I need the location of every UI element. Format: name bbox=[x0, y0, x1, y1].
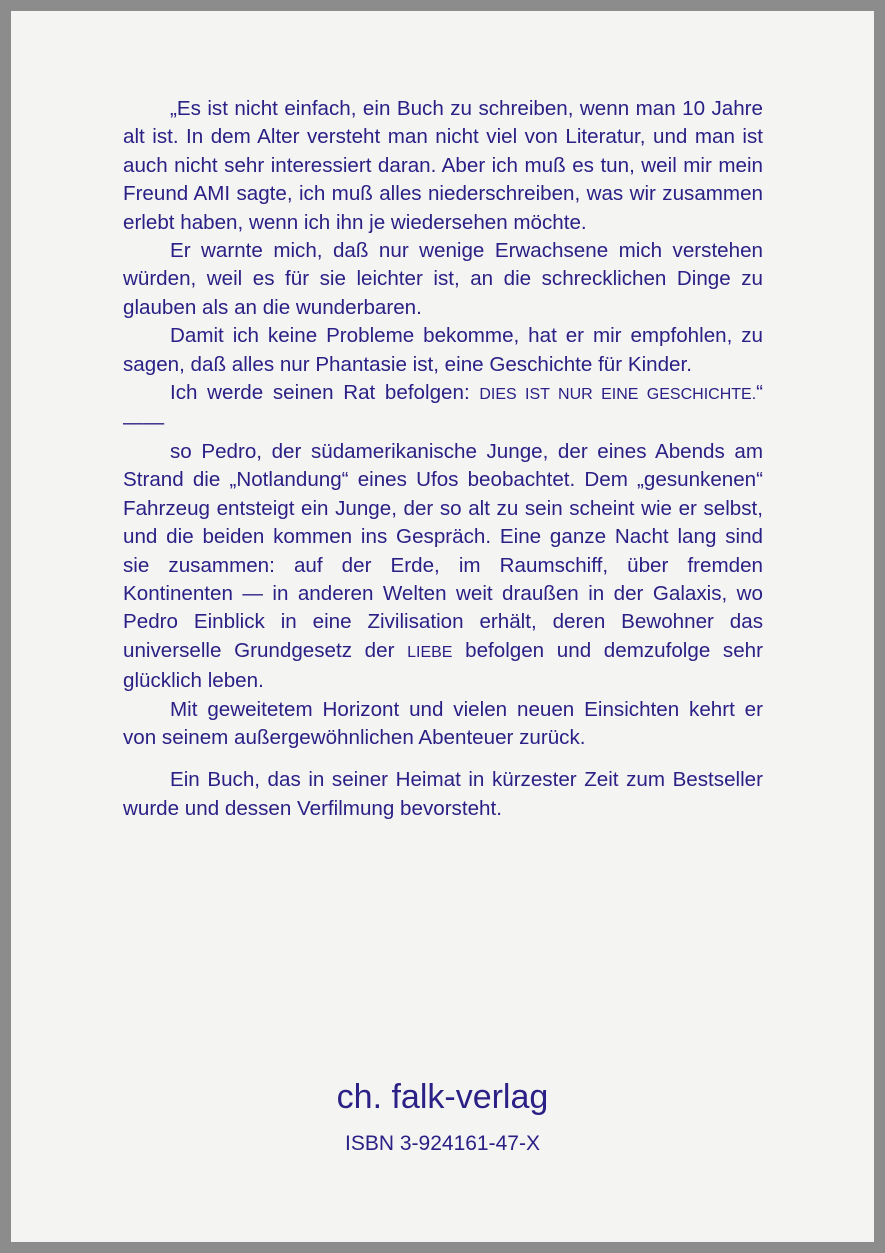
blurb-paragraph-5 bbox=[123, 438, 763, 696]
small-caps-phrase: DIES IST NUR EINE GESCHICHTE. bbox=[479, 386, 757, 404]
blurb-paragraph-2: Er warnte mich, daß nur wenige Erwachsene mich verstehen würden, weil es für sie leichter ist, an die schrecklichen Dinge zu glauben als an die wunderbaren. bbox=[123, 239, 763, 319]
blurb-paragraph-6: Mit geweitetem Horizont und vielen neuen Einsichten kehrt er von seinem außergewöhnlichen Abenteuer zurück. bbox=[123, 697, 763, 749]
blurb-paragraph-3: Damit ich keine Probleme bekomme, hat er mir empfohlen, zu sagen, daß alles nur Phantasie ist, eine Geschichte für Kinder. bbox=[123, 324, 763, 376]
blurb-paragraph-4-text: Ich werde seinen Rat befolgen: bbox=[170, 381, 480, 405]
blurb-paragraph-1-text: „Es ist nicht einfach, ein Buch zu schreiben, wenn man 10 Jahre alt ist. In dem Alter versteht man nicht viel von Literatur, und man ist auch nicht sehr interessiert daran. Aber ich muß es tun, weil mir mein Freund AMI sagte, ich muß alles niederschreiben, was wir zusammen erlebt haben, wenn ich ihn je wiedersehen möchte. bbox=[123, 97, 763, 234]
blurb-paragraph-4 bbox=[123, 379, 763, 438]
closing-quote: “ —— bbox=[123, 381, 764, 435]
blurb-paragraph-1 bbox=[123, 95, 763, 237]
blurb-paragraph-5-end: befolgen und demzufolge sehr glücklich leben. bbox=[123, 638, 763, 693]
small-caps-word: LIEBE bbox=[407, 643, 453, 661]
publisher-name: ch. falk-verlag bbox=[336, 1078, 549, 1116]
blurb-paragraph-5-text: so Pedro, der südamerikanische Junge, der eines Abends am Strand die „Notlandung“ eines Ufos beobachtet. Dem „gesunkenen“ Fahrzeug entsteigt ein Junge, der so alt zu sein scheint wie er selbst, und die beiden kommen ins Gespräch. Eine ganze Nacht lang sind sie zusammen: auf der Erde, im Raumschiff, über fremden Kontinenten — in anderen Welten weit draußen in der Galaxis, wo Pedro Einblick in eine Zivilisation erhält, deren Bewohner das universelle Grundgesetz der bbox=[123, 439, 763, 662]
blurb-paragraph-7: Ein Buch, das in seiner Heimat in kürzester Zeit zum Bestseller wurde und dessen Verfilmung bevorsteht. bbox=[123, 768, 763, 820]
book-back-cover bbox=[11, 11, 874, 1242]
blurb-text bbox=[123, 95, 763, 823]
isbn: ISBN 3-924161-47-X bbox=[345, 1132, 540, 1155]
